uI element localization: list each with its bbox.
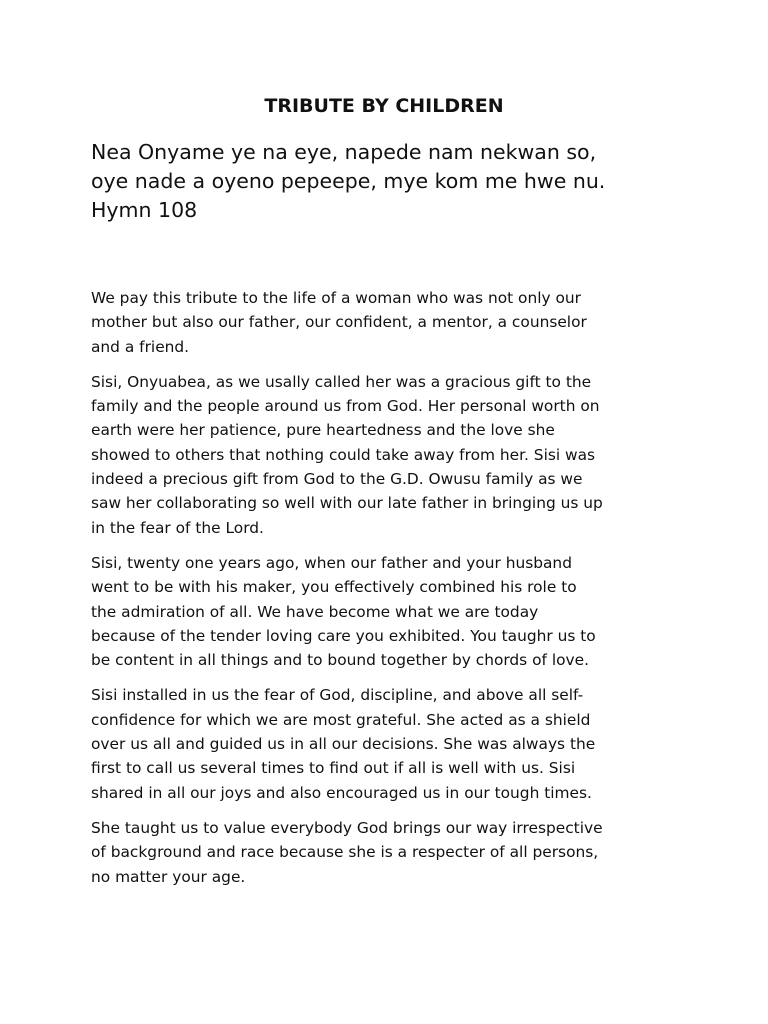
- paragraph: Sisi, Onyuabea, as we usally called her was a gracious gift to the family and the people around us from God. Her personal worth on earth were her patience, pure heartedness and the love she showed to others that nothing could take away from her. Sisi was indeed a precious gift from God to the G.D. Owusu family as we saw her collaborating so well with our late father in bringing us up in the fear of the Lord.: [91, 372, 603, 537]
- paragraph: She taught us to value everybody God brings our way irrespective of background and race because she is a respecter of all persons, no matter your age.: [91, 818, 603, 886]
- paragraph: Sisi installed in us the fear of God, discipline, and above all self- confidence for which we are most grateful. She acted as a shield over us all and guided us in all our decisions. She was always the first to call us several times to find out if all is well with us. Sisi shared in all our joys and also encouraged us in our tough times.: [91, 686, 596, 802]
- document-title: TRIBUTE BY CHILDREN: [264, 95, 504, 117]
- tribute-body: [91, 286, 731, 900]
- hymn-verse: Nea Onyame ye na eye, napede nam nekwan so, oye nade a oyeno pepeepe, mye kom me hwe nu. Hymn 108: [91, 140, 606, 222]
- paragraph: We pay this tribute to the life of a woman who was not only our mother but also our father, our confident, a mentor, a counselor and a friend.: [91, 289, 587, 356]
- paragraph: Sisi, twenty one years ago, when our father and your husband went to be with his maker, you effectively combined his role to the admiration of all. We have become what we are today because of the tender loving care you exhibited. You taughr us to be content in all things and to bound together by chords of love.: [91, 553, 596, 670]
